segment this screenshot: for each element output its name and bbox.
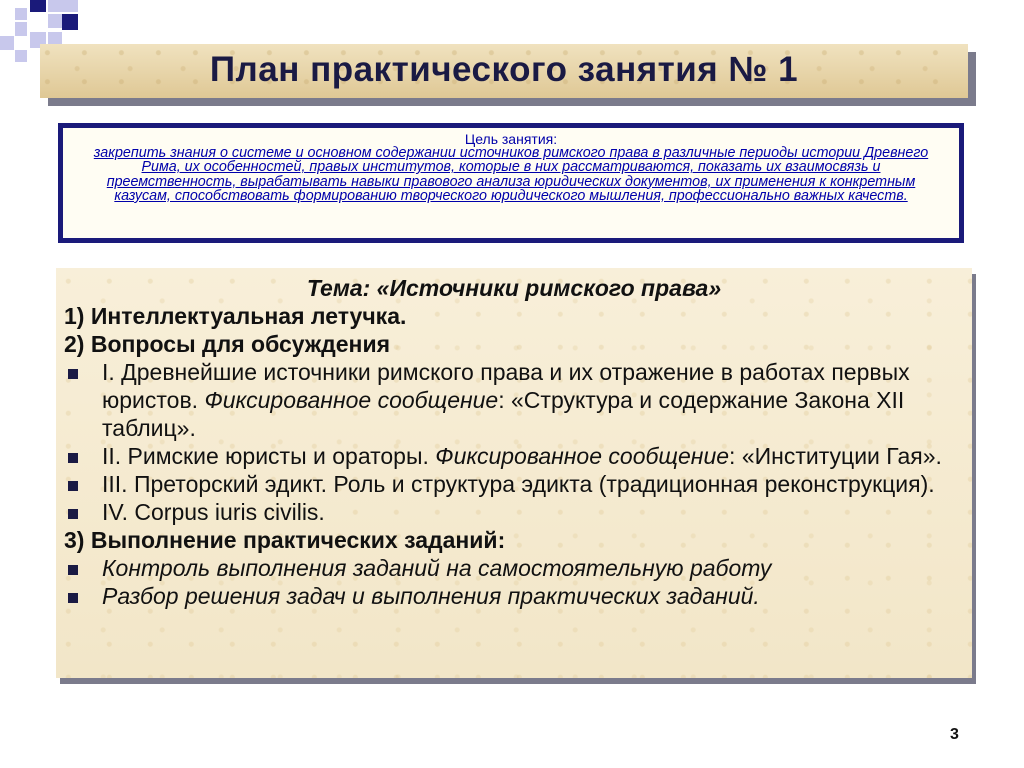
square-bullet-icon	[68, 565, 78, 575]
list-item: III. Преторский эдикт. Роль и структура эдикта (традиционная реконструкция).	[64, 470, 964, 498]
list-item: IV. Corpus iuris civilis.	[64, 498, 964, 526]
topic-heading: Тема: «Источники римского права»	[306, 275, 722, 301]
page-number: 3	[950, 726, 959, 743]
page-title: План практического занятия № 1	[209, 50, 799, 89]
decor-square	[15, 22, 27, 36]
goal-box	[58, 123, 964, 243]
list-item: II. Римские юристы и ораторы. Фиксированное сообщение: «Институции Гая».	[64, 442, 964, 470]
square-bullet-icon	[68, 369, 78, 379]
list-item: I. Древнейшие источники римского права и их отражение в работах первых юристов. Фиксированное сообщение: «Структура и содержание Закона XII таблиц».	[64, 358, 964, 442]
list-item: Контроль выполнения заданий на самостоятельную работу	[64, 554, 964, 582]
decor-square	[0, 36, 14, 50]
square-bullet-icon	[68, 481, 78, 491]
lesson-plan-box	[56, 268, 976, 696]
decor-square	[30, 0, 46, 12]
goal-text: закрепить знания о системе и основном содержании источников римского права в различные периоды истории Древнего Рима, их особенностей, правых институтов, которые в них рассматриваются, показать их взаимосвязь и преемственность, вырабатывать навыки правового анализа юридических документов, их применения к конкретным казусам, способствовать формированию творческого юридического мышления, профессионально важных качеств.	[93, 145, 929, 204]
decor-square	[62, 0, 78, 12]
decor-square	[62, 14, 78, 30]
section-tasks: 3) Выполнение практических заданий:	[64, 527, 506, 553]
title-banner-face	[40, 44, 968, 98]
goal-label: Цель занятия:	[464, 131, 558, 147]
square-bullet-icon	[68, 509, 78, 519]
list-item: Разбор решения задач и выполнения практических заданий.	[64, 582, 964, 610]
decor-square	[48, 14, 62, 28]
decor-square	[48, 0, 62, 12]
decor-square	[48, 32, 62, 44]
lesson-plan-content	[64, 274, 964, 610]
square-bullet-icon	[68, 453, 78, 463]
square-bullet-icon	[68, 593, 78, 603]
title-banner	[40, 44, 982, 110]
section-discussion: 2) Вопросы для обсуждения	[64, 331, 390, 357]
decor-square	[15, 8, 27, 20]
section-quiz: 1) Интеллектуальная летучка.	[64, 303, 407, 329]
decor-square	[15, 50, 27, 62]
lesson-plan-face	[56, 268, 972, 678]
